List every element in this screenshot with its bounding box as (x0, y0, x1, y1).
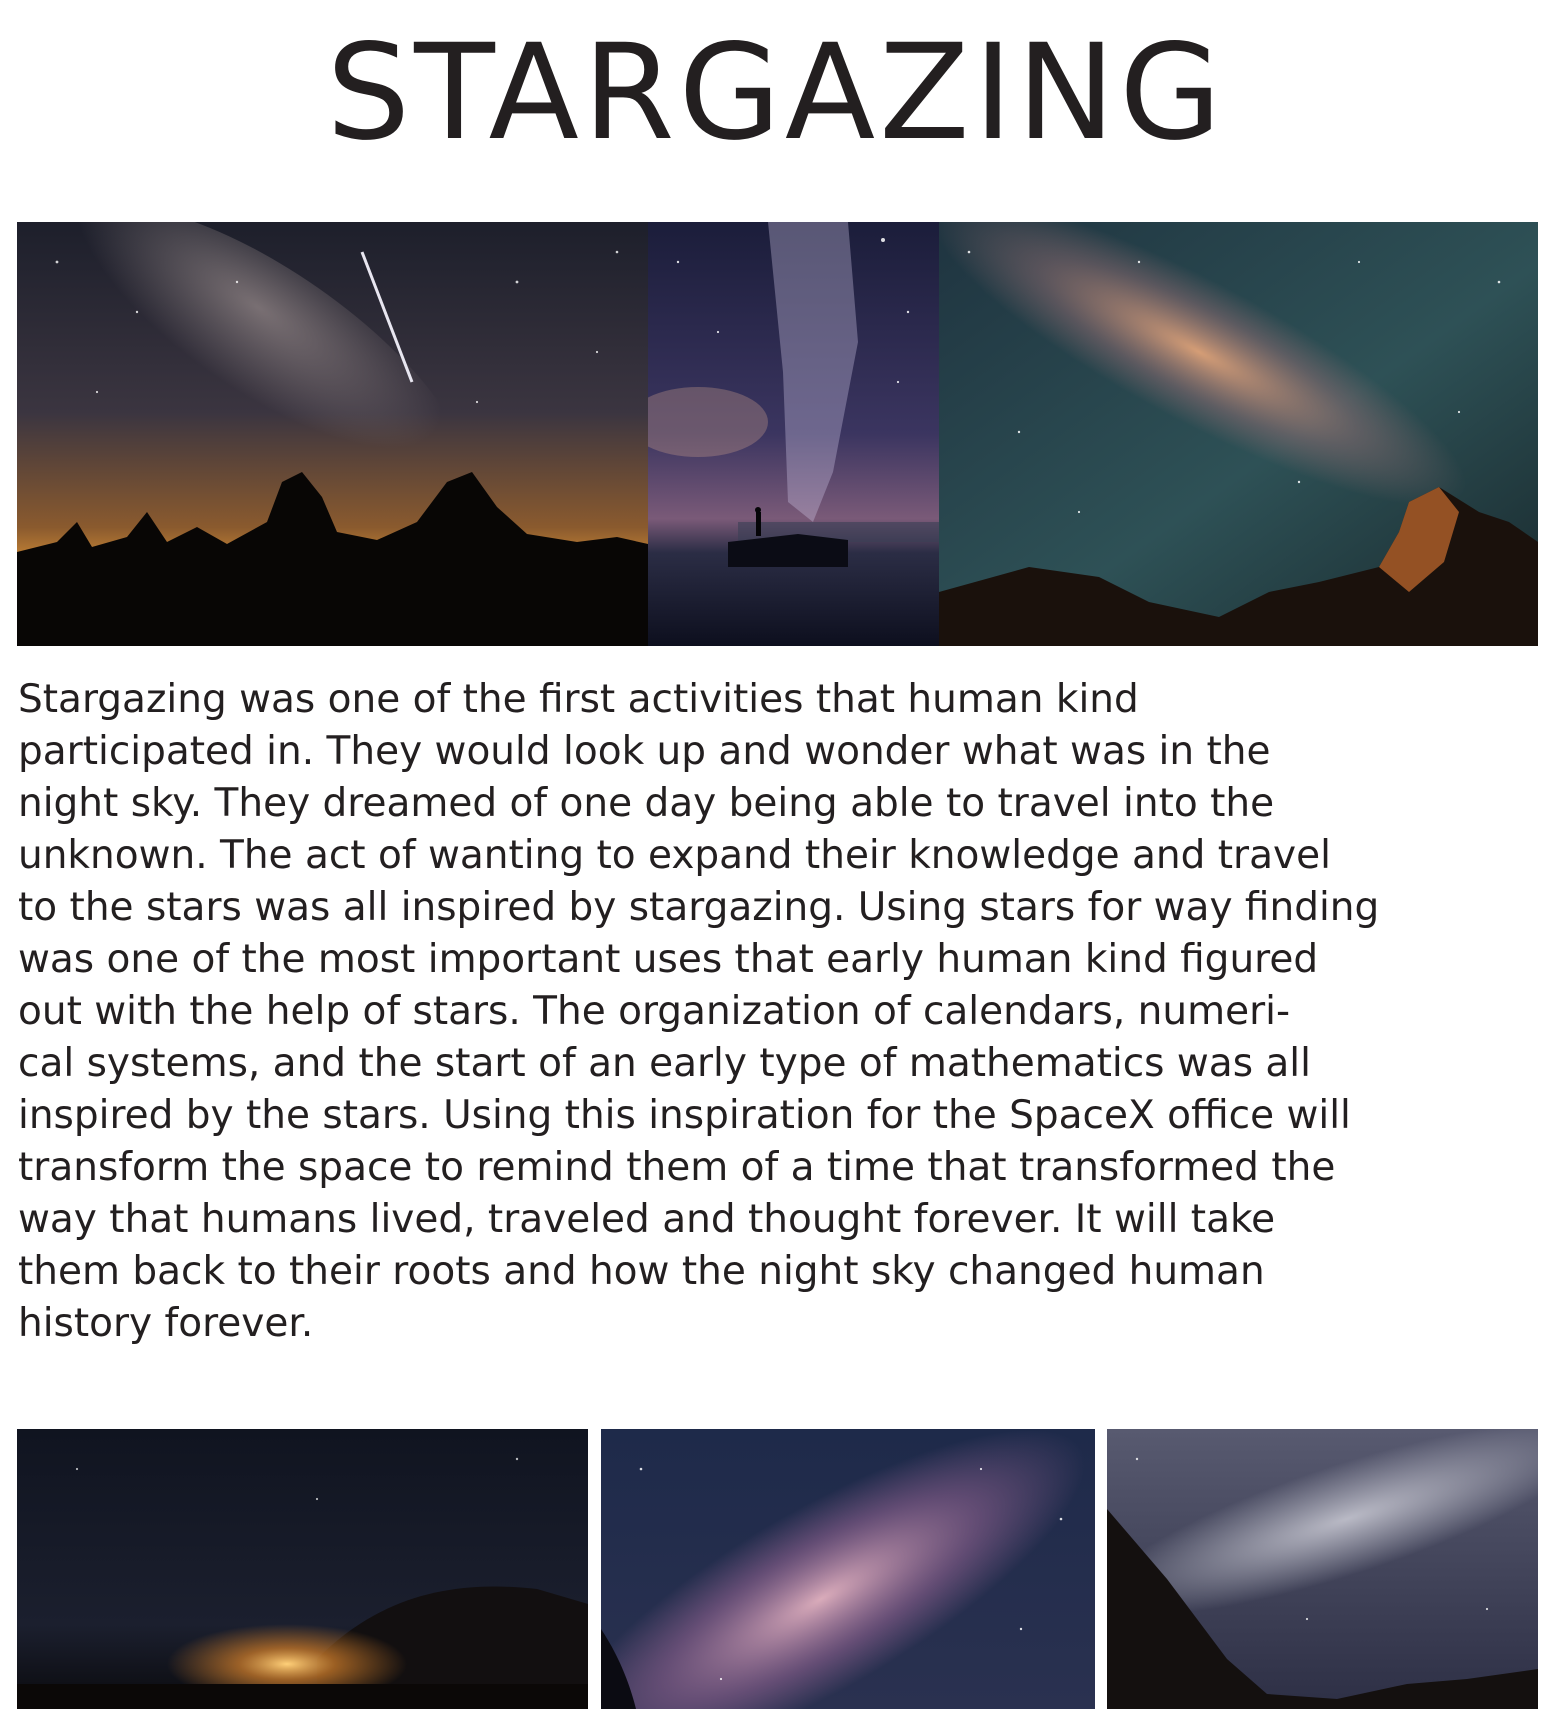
photo-campfire-night (17, 1429, 588, 1709)
photo-meteor-over-treeline (17, 222, 648, 646)
page-title: STARGAZING (326, 16, 1226, 170)
photo-person-under-milky-way (648, 222, 939, 646)
body-paragraph: Stargazing was one of the first activities that human kind participated in. They would look up and wonder what was in the night sky. They dreamed of one day being able to travel into the unknown. The act of wanting to expand their knowledge and travel to the stars was all inspired by stargazing. Using stars for way finding was one of the most important uses that early human kind figured out with the help of stars. The organization of calendars, numeri- cal systems, and the start of an early type of mathematics was all inspired by the stars. Using this inspiration for the SpaceX office will transform the space to remind them of a time that transformed the way that humans lived, traveled and thought forever. It will take them back to their roots and how the night sky changed human history forever. (18, 677, 1380, 1346)
photo-milky-way-over-rocks (939, 222, 1538, 646)
photo-milky-way-over-hills (1107, 1429, 1538, 1709)
photo-milky-way-core (601, 1429, 1095, 1709)
